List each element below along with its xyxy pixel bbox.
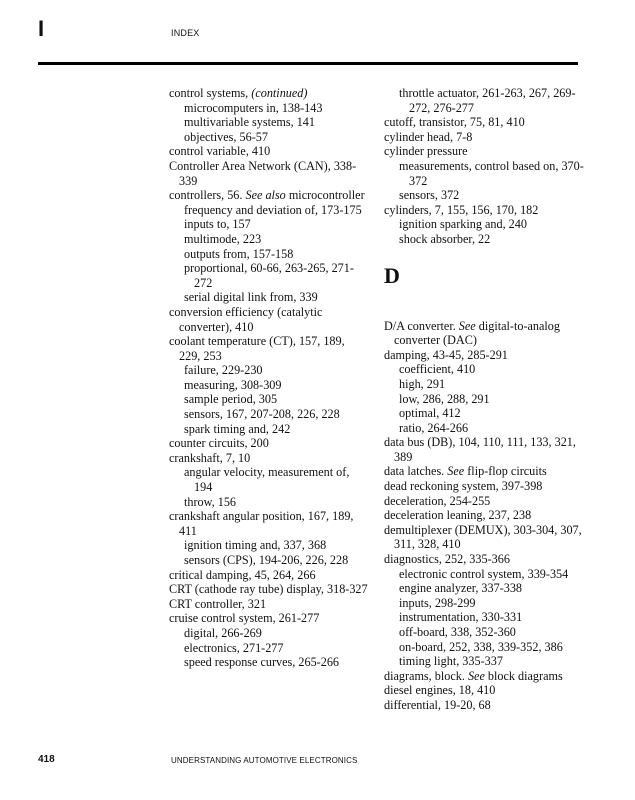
entry-text: ratio, 264-266: [399, 420, 469, 435]
entry-text: D/A converter.: [384, 318, 459, 333]
entry-text-after: block diagrams: [484, 668, 563, 683]
book-title: UNDERSTANDING AUTOMOTIVE ELECTRONICS: [171, 756, 358, 765]
entry-text: serial digital link from, 339: [184, 290, 318, 305]
entry-text: deceleration leaning, 237, 238: [384, 508, 532, 523]
entry-text: data bus (DB), 104, 110, 111, 133, 321, 389: [384, 435, 576, 464]
entry-text: throw, 156: [184, 494, 237, 509]
entry-text: cutoff, transistor, 75, 81, 410: [384, 115, 525, 130]
entry-text: throttle actuator, 261-263, 267, 269-272, 276-277: [399, 86, 576, 115]
index-entry: [384, 683, 584, 698]
entry-text: damping, 43-45, 285-291: [384, 347, 508, 362]
entry-text: data latches.: [384, 464, 448, 479]
entry-text: electronic control system, 339-354: [399, 566, 569, 581]
index-subentry: [169, 378, 369, 393]
index-subentry: [169, 392, 369, 407]
entry-text: cylinder head, 7-8: [384, 129, 473, 144]
running-title: INDEX: [171, 28, 200, 38]
index-entry: [384, 435, 584, 464]
index-entry: [169, 436, 369, 451]
index-subentry: [384, 654, 584, 669]
entry-text: ignition sparking and, 240: [399, 217, 527, 232]
entry-text: coolant temperature (CT), 157, 189, 229, 253: [169, 334, 345, 363]
index-subentry: [169, 465, 369, 494]
index-subentry: [384, 232, 584, 247]
entry-text: dead reckoning system, 397-398: [384, 479, 543, 494]
entry-text: timing light, 335-337: [399, 654, 503, 669]
entry-text: inputs to, 157: [184, 217, 251, 232]
index-subentry: [169, 217, 369, 232]
entry-text: sensors (CPS), 194-206, 226, 228: [184, 553, 349, 567]
index-subentry: [169, 422, 369, 437]
index-entry: [384, 552, 584, 567]
index-group-c-continued: [384, 86, 584, 247]
entry-text: failure, 229-230: [184, 363, 263, 378]
index-subentry: [169, 655, 369, 670]
index-subentry: [384, 362, 584, 377]
entry-text: diagnostics, 252, 335-366: [384, 552, 510, 567]
entry-text: proportional, 60-66, 263-265, 271-272: [184, 261, 354, 290]
index-entry: [169, 509, 369, 538]
index-group-d: [384, 319, 584, 713]
index-subentry: [384, 159, 584, 188]
index-entry: [384, 348, 584, 363]
entry-text: electronics, 271-277: [184, 640, 284, 655]
index-subentry: [169, 363, 369, 378]
index-entry: [384, 130, 584, 145]
entry-text: spark timing and, 242: [184, 421, 291, 436]
page-number: 418: [38, 754, 55, 765]
entry-text: control systems,: [169, 86, 252, 100]
index-subentry: [169, 101, 369, 116]
entry-text-after: flip-flop circuits: [464, 464, 547, 479]
index-entry: [384, 319, 584, 348]
index-entry: [169, 334, 369, 363]
entry-text: cylinder pressure: [384, 144, 468, 159]
entry-text: CRT (cathode ray tube) display, 318-327: [169, 582, 368, 597]
entry-text: counter circuits, 200: [169, 436, 269, 451]
index-entry: [169, 159, 369, 188]
index-entry: [384, 144, 584, 159]
index-entry: [384, 494, 584, 509]
entry-text: ignition timing and, 337, 368: [184, 538, 327, 553]
entry-text: digital, 266-269: [184, 625, 262, 640]
index-column-left: [169, 86, 369, 670]
index-entry: [384, 698, 584, 713]
index-subentry: [169, 407, 369, 422]
entry-text: CRT controller, 321: [169, 596, 267, 611]
entry-italic: See: [447, 464, 465, 479]
entry-text-after: digital-to-analog converter (DAC): [394, 318, 560, 348]
index-subentry: [384, 377, 584, 392]
index-entry: [169, 582, 369, 597]
entry-text: sensors, 372: [399, 188, 460, 203]
index-subentry: [384, 610, 584, 625]
entry-text: low, 286, 288, 291: [399, 391, 490, 406]
entry-text: measurements, control based on, 370-372: [399, 158, 584, 188]
index-column-right: [384, 86, 584, 713]
index-entry: [384, 479, 584, 494]
index-subentry: [384, 217, 584, 232]
entry-text: Controller Area Network (CAN), 338-339: [169, 158, 357, 188]
entry-italic: See: [458, 318, 476, 333]
index-entry: [169, 611, 369, 626]
entry-text: diesel engines, 18, 410: [384, 683, 496, 698]
index-subentry: [384, 581, 584, 596]
entry-text: conversion efficiency (catalytic converter), 410: [169, 304, 323, 334]
index-subentry: [384, 86, 584, 115]
entry-text: crankshaft angular position, 167, 189, 411: [169, 509, 354, 538]
index-subentry: [169, 247, 369, 262]
entry-text: differential, 19-20, 68: [384, 697, 491, 712]
index-entry: [169, 451, 369, 466]
index-subentry: [169, 641, 369, 656]
index-subentry: [384, 406, 584, 421]
index-entry: [384, 523, 584, 552]
entry-text: instrumentation, 330-331: [399, 610, 523, 625]
index-entry: [169, 568, 369, 583]
index-entry: [384, 203, 584, 218]
entry-text: measuring, 308-309: [184, 377, 282, 392]
entry-text: on-board, 252, 338, 339-352, 386: [399, 639, 563, 654]
index-subentry: [169, 130, 369, 145]
index-entry: [169, 86, 369, 101]
index-entry: [384, 508, 584, 523]
entry-text: sample period, 305: [184, 392, 278, 407]
entry-text-after: microcontroller: [285, 188, 365, 203]
entry-text: controllers, 56.: [169, 188, 246, 203]
index-subentry: [384, 188, 584, 203]
entry-text: multivariable systems, 141: [184, 115, 315, 130]
index-entry: [169, 597, 369, 612]
index-entry: [384, 464, 584, 479]
section-letter: I: [38, 16, 45, 41]
entry-text: coefficient, 410: [399, 362, 476, 377]
index-subentry: [169, 553, 369, 568]
index-subentry: [169, 290, 369, 305]
index-entry: [169, 305, 369, 334]
entry-text: demultiplexer (DEMUX), 303-304, 307, 311, 328, 410: [384, 522, 582, 552]
index-entry: [169, 144, 369, 159]
index-subentry: [169, 203, 369, 218]
entry-text: speed response curves, 265-266: [184, 655, 340, 670]
entry-text: critical damping, 45, 264, 266: [169, 567, 316, 582]
index-subentry: [169, 261, 369, 290]
index-subentry: [169, 538, 369, 553]
entry-text: sensors, 167, 207-208, 226, 228: [184, 407, 340, 422]
entry-text: high, 291: [399, 376, 446, 391]
section-heading-d: D: [384, 262, 400, 288]
entry-text: cylinders, 7, 155, 156, 170, 182: [384, 202, 539, 217]
entry-text: cruise control system, 261-277: [169, 611, 320, 626]
index-subentry: [384, 567, 584, 582]
entry-text: diagrams, block.: [384, 668, 468, 683]
index-entry: [384, 115, 584, 130]
entry-text: shock absorber, 22: [399, 231, 491, 246]
index-subentry: [169, 115, 369, 130]
entry-text: microcomputers in, 138-143: [184, 100, 323, 115]
entry-text: inputs, 298-299: [399, 595, 476, 610]
header-rule: [38, 62, 578, 65]
entry-text: crankshaft, 7, 10: [169, 450, 251, 465]
index-subentry: [384, 625, 584, 640]
entry-italic: See: [467, 668, 485, 683]
entry-text: optimal, 412: [399, 406, 461, 421]
entry-text: control variable, 410: [169, 144, 271, 159]
entry-text: off-board, 338, 352-360: [399, 625, 516, 639]
entry-text: deceleration, 254-255: [384, 493, 491, 508]
index-subentry: [169, 232, 369, 247]
index-subentry: [384, 392, 584, 407]
index-subentry: [384, 640, 584, 655]
entry-text: multimode, 223: [184, 231, 262, 246]
entry-italic: See also: [245, 188, 286, 203]
entry-text: angular velocity, measurement of, 194: [184, 465, 350, 495]
entry-italic: (continued): [251, 86, 308, 100]
entry-text: objectives, 56-57: [184, 129, 268, 144]
entry-text: frequency and deviation of, 173-175: [184, 202, 362, 217]
index-entry: [384, 669, 584, 684]
index-subentry: [169, 626, 369, 641]
index-subentry: [384, 421, 584, 436]
index-entry: [169, 188, 369, 203]
entry-text: outputs from, 157-158: [184, 246, 294, 261]
index-subentry: [384, 596, 584, 611]
index-subentry: [169, 495, 369, 510]
entry-text: engine analyzer, 337-338: [399, 581, 523, 596]
